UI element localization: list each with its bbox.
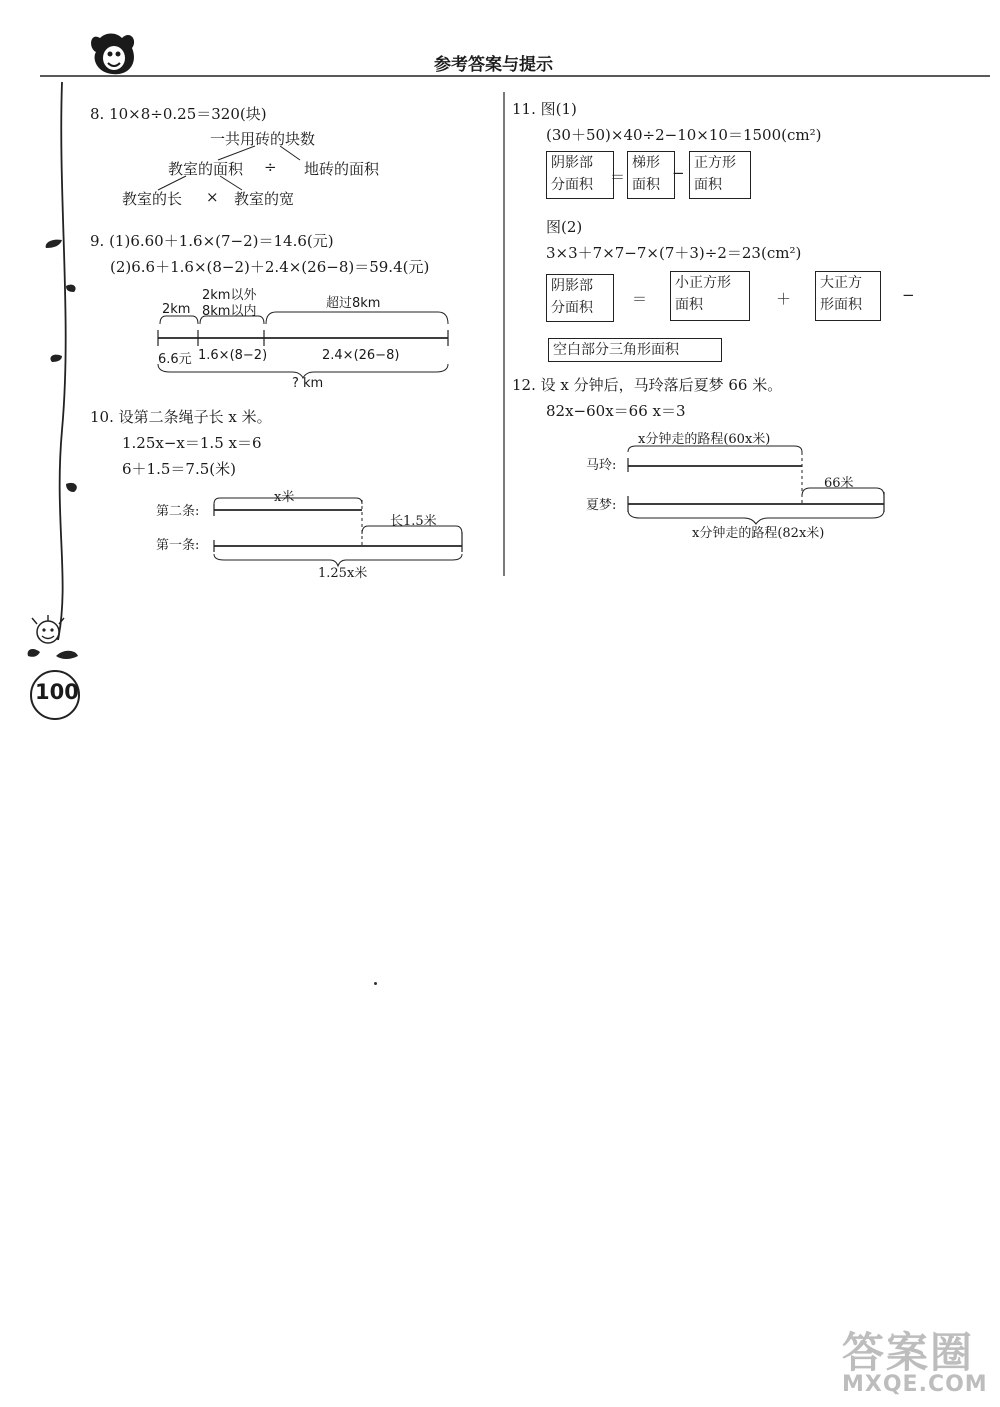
q11-formula2: 3×3＋7×7−7×(7＋3)÷2＝23(cm²) [546,244,802,262]
box-trap-line1: 梯形 [632,155,660,171]
q11-fig2: 图(2) [546,218,583,236]
q11-formula1: (30＋50)×40÷2−10×10＝1500(cm²) [546,126,822,144]
page-title: 参考答案与提示 [434,55,553,75]
box-small-line2: 面积 [675,297,703,313]
q12-ma-label: 马玲: [586,458,617,473]
q9-seg1-top: 2km [162,302,191,317]
q10-title: 10. 设第二条绳子长 x 米。 [90,408,272,426]
q10-eq1: 1.25x−x＝1.5 x＝6 [122,434,262,452]
q9-seg2-bot: 1.6×(8−2) [198,348,268,363]
q9-line2: (2)6.6＋1.6×(8−2)＋2.4×(26−8)＝59.4(元) [110,258,430,276]
q12-gap-label: 66米 [824,476,854,491]
page-flower-icon [22,612,82,672]
q11-fig1: 11. 图(1) [512,100,577,118]
q9-seg1-bot: 6.6元 [158,352,192,367]
minus-sign: − [672,164,685,182]
minus-sign-2: − [902,286,915,304]
q8-tree-top: 一共用砖的块数 [210,130,316,148]
q12-xia-label: 夏梦: [586,498,617,513]
watermark-site: MXQE.COM [842,1372,988,1397]
q10-total-label: 1.25x米 [318,566,368,581]
eq-sign: ＝ [610,168,626,186]
box-shadow-line1: 阴影部 [551,155,593,171]
q12-title: 12. 设 x 分钟后，马玲落后夏梦 66 米。 [512,376,783,394]
box-big-line1: 大正方 [820,275,862,291]
q12-eq: 82x−60x＝66 x＝3 [546,402,686,420]
q10-label-first: 第一条: [156,538,200,553]
q8-tree-bot-right: 教室的宽 [234,190,295,208]
box-blank-triangle: 空白部分三角形面积 [548,338,722,362]
q12-top-label: x分钟走的路程(60x米) [638,432,771,447]
q9-seg3-bot: 2.4×(26−8) [322,348,400,363]
q8-tree-mid-right: 地砖的面积 [304,160,380,178]
box-sq-line2: 面积 [694,177,722,193]
q9-seg3-top: 超过8km [326,296,381,311]
box-shadow2-line1: 阴影部 [551,278,593,294]
q8-tree-bot-left: 教室的长 [122,190,183,208]
q10-eq2: 6＋1.5＝7.5(米) [122,460,236,478]
stray-dot [374,982,377,985]
box-small-line1: 小正方形 [675,275,731,291]
plus-sign: ＋ [776,290,792,308]
q9-seg2-top2: 8km以内 [202,304,257,319]
q10-x-label: x米 [274,490,295,505]
q10-extra-label: 长1.5米 [390,514,437,529]
page-number: 100 [35,680,79,704]
q8-tree-mul: × [206,188,219,206]
q12-bottom-label: x分钟走的路程(82x米) [692,526,825,541]
q9-total: ? km [292,376,324,391]
box-sq-line1: 正方形 [694,155,736,171]
box-shadow2-line2: 分面积 [551,300,593,316]
box-shadow-line2: 分面积 [551,177,593,193]
q8-tree-mid-left: 教室的面积 [168,160,244,178]
q8-formula: 8. 10×8÷0.25＝320(块) [90,105,267,123]
q9-line1: 9. (1)6.60＋1.6×(7−2)＝14.6(元) [90,232,334,250]
eq-sign-2: ＝ [632,290,648,308]
q10-label-second: 第二条: [156,504,200,519]
q8-tree-div: ÷ [264,158,277,176]
watermark-logo: 答案圈 [842,1328,975,1377]
q9-seg2-top1: 2km以外 [202,288,257,303]
q12-diagram [0,0,1000,560]
box-trap-line2: 面积 [632,177,660,193]
box-big-line2: 形面积 [820,297,862,313]
